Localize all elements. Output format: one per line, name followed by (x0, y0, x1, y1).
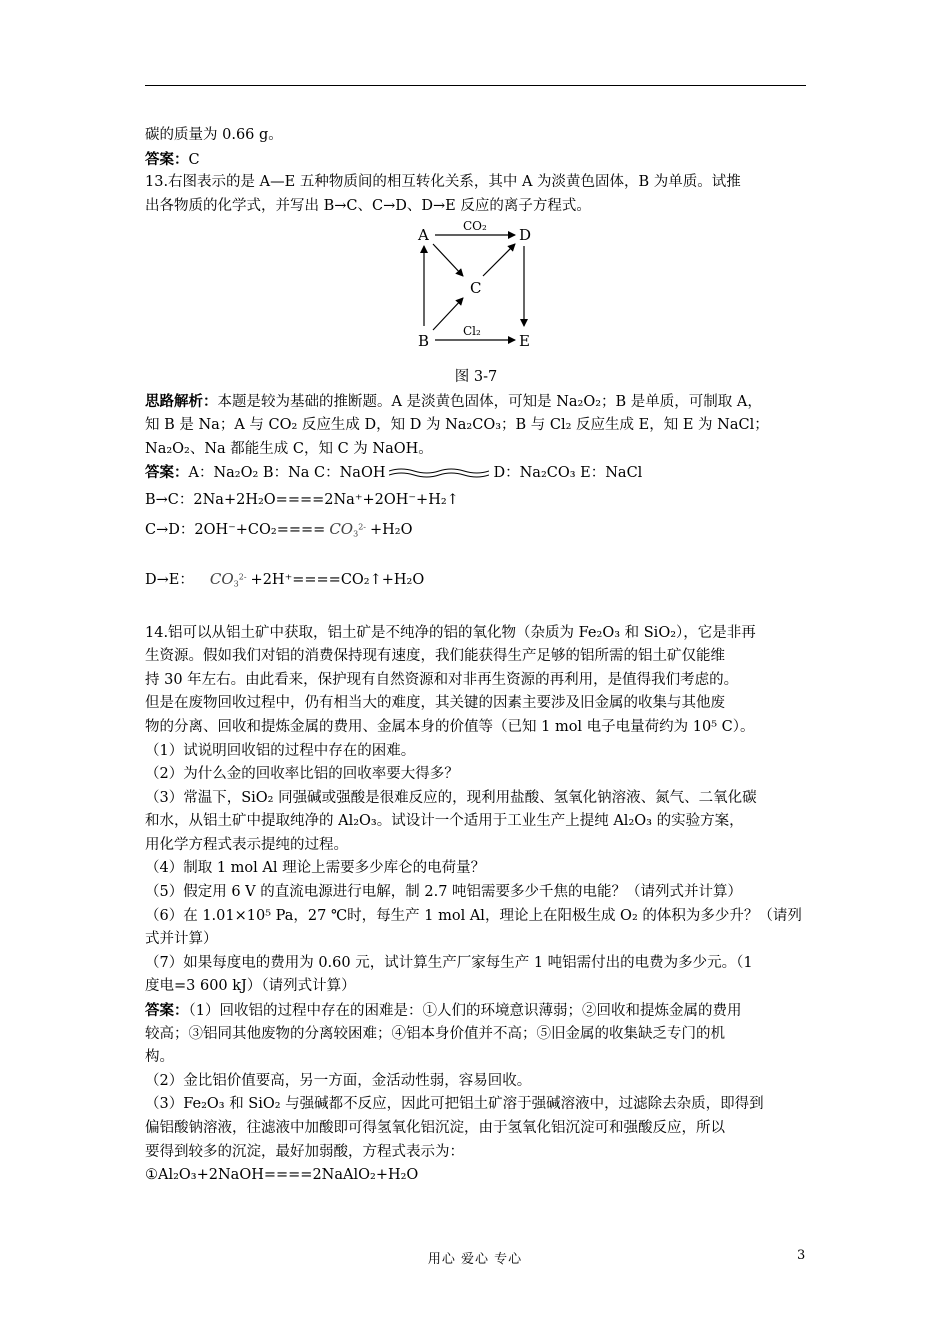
answer-14-line-6: 偏铝酸钠溶液，往滤液中加酸即可得氢氧化铝沉淀，由于氢氧化铝沉淀可和强酸反应，所以 (145, 1120, 725, 1136)
answer-13-part1: A：Na₂O₂ B：Na C：NaOH (188, 465, 386, 482)
analysis-line-1 (145, 390, 807, 414)
arrow-c-to-d (483, 244, 515, 276)
answer-13-part2: D：Na₂CO₃ E：NaCl (493, 465, 643, 482)
carbonate-ion (210, 568, 247, 592)
node-c: C (470, 279, 482, 298)
sub-question-3-line-2: 和水，从铝土矿中提取纯净的 Al₂O₃。试设计一个适用于工业生产上提纯 Al₂O₃ 的实验方案， (145, 813, 744, 830)
footer-slogan: 用心 爱心 专心 (427, 1252, 523, 1267)
sub-question-3-line-3: 用化学方程式表示提纯的过程。 (145, 836, 348, 853)
node-b: B (418, 332, 430, 351)
sub-question-4: （4）制取 1 mol Al 理论上需要多少库仑的电荷量？ (145, 860, 486, 877)
answer-14-line-5: （3）Fe₂O₃ 和 SiO₂ 与强碱都不反应，因此可把铝土矿溶于强碱溶液中，过滤除去杂质，即得到 (145, 1096, 764, 1113)
carbonate-sub: 3 (353, 529, 359, 539)
sub-question-5: （5）假定用 6 V 的直流电源进行电解，制 2.7 吨铝需要多少千焦的电能？（请列式并计算） (145, 884, 743, 901)
question-14-line-1: 14.铝可以从铝土矿中获取，铝土矿是不纯净的铝的氧化物（杂质为 Fe₂O₃ 和 SiO₂），它是非再 (145, 624, 756, 641)
label-cl2: Cl₂ (463, 324, 481, 339)
question-14-line-5: 物的分离、回收和提炼金属的费用、金属本身的价值等（已知 1 mol 电子电量荷约为 10⁵ C）。 (145, 718, 755, 735)
sub-question-6-line-2: 式并计算） (145, 931, 218, 948)
header-rule (145, 85, 806, 86)
answer-label: 答案： (145, 464, 189, 482)
sub-question-1: （1）试说明回收铝的过程中存在的困难。 (145, 742, 416, 759)
answer-13-line (145, 461, 807, 485)
carbonate-sub: 3 (233, 579, 239, 589)
sub-question-2: （2）为什么金的回收率比铝的回收率要大得多？ (145, 766, 459, 783)
node-d: D (519, 226, 532, 245)
equation-c-d-left: C→D：2OH⁻+CO₂==== (145, 522, 326, 539)
page-number: 3 (797, 1248, 806, 1263)
reaction-diagram (145, 218, 807, 358)
question-13-line-2: 出各物质的化学式，并写出 B→C、C→D、D→E 反应的离子方程式。 (145, 197, 591, 214)
answer-14-line-8: ①Al₂O₃+2NaOH====2NaAlO₂+H₂O (145, 1167, 419, 1184)
carbonate-co: CO (209, 569, 234, 588)
question-14-line-3: 持 30 年左右。由此看来，保护现有自然资源和对非再生资源的再利用，是值得我们考虑的。 (145, 671, 739, 688)
answer-14-line-7: 要得到较多的沉淀，最好加弱酸，方程式表示为： (145, 1143, 464, 1160)
answer-14-line-1 (145, 999, 807, 1023)
page-content (145, 124, 807, 1188)
carbonate-sup: 2- (238, 572, 247, 582)
sub-question-7-line-1: （7）如果每度电的费用为 0.60 元，试计算生产厂家每生产 1 吨铝需付出的电费为多少元。（1 (145, 954, 753, 971)
sub-question-7-line-2: 度电=3 600 kJ）（请列式计算） (145, 978, 356, 995)
carbonate-ion (329, 518, 366, 542)
carbonate-sup: 2- (358, 522, 366, 532)
answer-14-text: （1）回收铝的过程中存在的困难是：①人们的环境意识薄弱；②回收和提炼金属的费用 (188, 1003, 742, 1020)
analysis-line-3: Na₂O₂、Na 都能生成 C，知 C 为 NaOH。 (145, 440, 433, 457)
answer-line (145, 148, 807, 172)
sub-question-3-line-1: （3）常温下，SiO₂ 同强碱或强酸是很难反应的，现利用盐酸、氢氧化钠溶液、氮气、二氧化碳 (145, 789, 757, 806)
answer-14-line-3: 构。 (145, 1049, 174, 1066)
equation-c-d (145, 518, 807, 542)
answer-value: C (188, 151, 200, 168)
node-e: E (519, 332, 530, 351)
figure-caption: 图 3-7 (454, 369, 498, 386)
arrow-a-to-c (433, 244, 463, 276)
analysis-text: 本题是较为基础的推断题。A 是淡黄色固体，可知是 Na₂O₂；B 是单质，可制取 A， (217, 394, 762, 411)
answer-label: 答案： (145, 1002, 189, 1020)
node-a: A (418, 226, 429, 245)
answer-label: 答案： (145, 150, 189, 168)
question-14-line-2: 生资源。假如我们对铝的消费保持现有速度，我们能获得生产足够的铝所需的铝土矿仅能维 (145, 648, 725, 665)
answer-14-line-2: 较高；③铝同其他废物的分离较困难；④铝本身价值并不高；⑤旧金属的收集缺乏专门的机 (145, 1025, 725, 1042)
analysis-label: 思路解析： (145, 393, 218, 411)
wavy-line-icon (389, 467, 489, 479)
question-14-line-4: 但是在废物回收过程中，仍有相当大的难度，其关键的因素主要涉及旧金属的收集与其他废 (145, 695, 725, 712)
answer-14-line-4: （2）金比铝价值要高，另一方面，金活动性弱，容易回收。 (145, 1072, 532, 1089)
diagram-svg (145, 218, 807, 358)
carbonate-co: CO (329, 520, 354, 539)
sub-question-6-line-1: （6）在 1.01×10⁵ Pa，27 ℃时，每生产 1 mol Al，理论上在阳极生成 O₂ 的体积为多少升？（请列 (145, 907, 802, 924)
equation-d-e-left: D→E： (145, 571, 194, 588)
equation-d-e (145, 568, 807, 592)
equation-d-e-right: +2H⁺====CO₂↑+H₂O (250, 571, 425, 588)
analysis-line-2: 知 B 是 Na；A 与 CO₂ 反应生成 D，知 D 为 Na₂CO₃；B 与 Cl₂ 反应生成 E，知 E 为 NaCl； (145, 416, 769, 433)
equation-b-c: B→C：2Na+2H₂O====2Na⁺+2OH⁻+H₂↑ (145, 491, 459, 508)
label-co2: CO₂ (463, 219, 487, 234)
arrow-b-to-c (433, 298, 463, 330)
equation-c-d-right: +H₂O (370, 522, 413, 539)
text-line: 碳的质量为 0.66 g。 (145, 127, 283, 143)
question-13-line-1: 13.右图表示的是 A—E 五种物质间的相互转化关系，其中 A 为淡黄色固体，B 为单质。试推 (145, 174, 741, 191)
